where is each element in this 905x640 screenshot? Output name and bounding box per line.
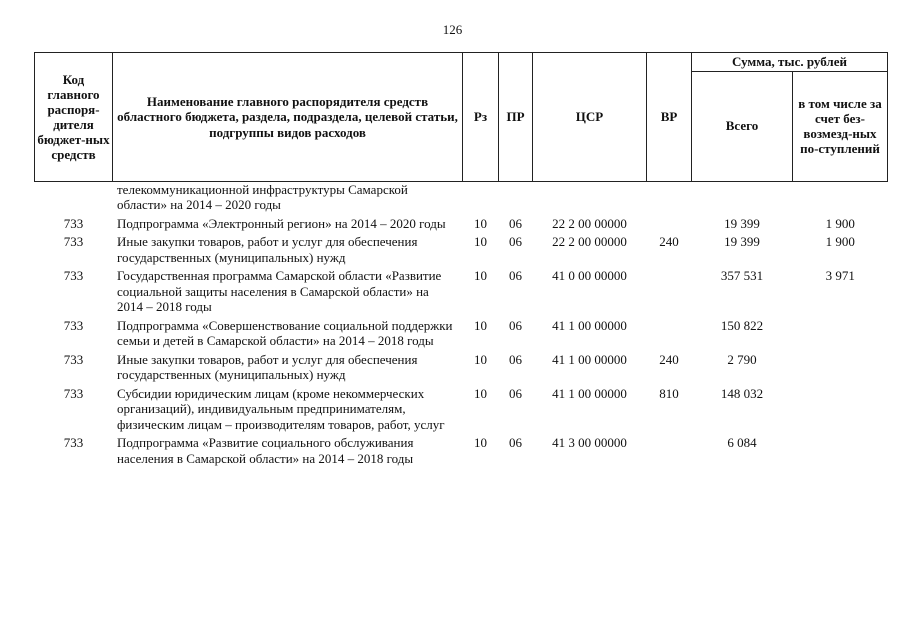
cell-code [35,181,113,213]
cell-code: 733 [63,234,84,249]
cell-vr: 240 [659,351,679,367]
header-rz: Рз [463,53,499,182]
cell-code: 733 [63,215,84,231]
header-sum: Сумма, тыс. рублей [692,53,888,72]
header-code: Код главного распоря-дителя бюджет-ных средств [35,53,113,182]
cell-vr [647,315,692,349]
cell-name-continuation: телекоммуникационной инфраструктуры Самарской области» на 2014 – 2020 годы [117,181,408,212]
cell-rz: 10 [474,215,487,231]
cell-csr: 41 3 00 00000 [552,435,627,450]
cell-pr: 06 [509,215,522,231]
cell-vr [647,265,692,315]
cell-total: 6 084 [727,435,757,450]
cell-gratis [793,432,888,466]
cell-csr: 41 1 00 00000 [552,317,627,333]
cell-csr: 41 0 00 00000 [552,268,627,283]
cell-total: 19 399 [724,234,760,249]
cell-gratis [793,315,888,349]
table-body [35,181,888,466]
cell-name: Государственная программа Самарской области «Развитие социальной защиты населения в Самарской области» на 2014 – 2018 годы [117,268,442,314]
cell-name: Подпрограмма «Развитие социального обслуживания населения в Самарской области» на 2014 – 2018 годы [117,435,414,466]
cell-gratis: 1 900 [825,234,855,249]
header-csr: ЦСР [533,53,647,182]
header-pr: ПР [499,53,533,182]
cell-pr: 06 [509,385,522,401]
cell-pr: 06 [509,317,522,333]
cell-name: Подпрограмма «Электронный регион» на 2014 – 2020 годы [117,215,446,231]
cell-name: Иные закупки товаров, работ и услуг для обеспечения государственных (муниципальных) нужд [117,234,418,265]
cell-gratis [793,349,888,383]
cell-name: Иные закупки товаров, работ и услуг для обеспечения государственных (муниципальных) нужд [117,351,418,382]
table-row-continuation [35,181,888,213]
cell-rz: 10 [474,268,487,283]
table-row [35,265,888,315]
cell-csr: 41 1 00 00000 [552,385,627,401]
table-row [35,432,888,466]
cell-total: 357 531 [720,268,764,283]
cell-total: 148 032 [720,385,764,401]
cell-rz: 10 [474,385,487,401]
cell-code: 733 [63,351,84,367]
table-header [35,53,888,182]
cell-total: 2 790 [727,351,757,367]
cell-name: Подпрограмма «Совершенствование социальной поддержки семьи и детей в Самарской области» на 2014 – 2018 годы [117,317,453,348]
cell-name: Субсидии юридическим лицам (кроме некоммерческих организаций), индивидуальным предпринимателям, физическим лицам – производителям товаров, работ, услуг [117,385,445,432]
table-row [35,315,888,349]
cell-pr: 06 [509,268,522,283]
cell-code: 733 [63,268,84,283]
cell-rz: 10 [474,351,487,367]
header-name: Наименование главного распорядителя средств областного бюджета, раздела, подраздела, целевой статьи, подгруппы видов расходов [113,53,463,182]
header-total: Всего [692,71,793,181]
table-row [35,349,888,383]
cell-vr: 810 [659,385,679,401]
cell-csr: 22 2 00 00000 [552,215,627,231]
cell-vr [647,432,692,466]
header-vr: ВР [647,53,692,182]
cell-vr: 240 [659,234,679,249]
cell-pr: 06 [509,234,522,249]
cell-gratis [793,383,888,433]
table-row [35,383,888,433]
cell-vr [647,213,692,232]
cell-gratis: 1 900 [825,215,855,231]
cell-csr: 22 2 00 00000 [552,234,627,249]
page-number: 126 [442,22,463,37]
cell-code: 733 [63,317,84,333]
table-row [35,213,888,232]
cell-rz: 10 [474,317,487,333]
cell-csr: 41 1 00 00000 [552,351,627,367]
cell-pr: 06 [509,435,522,450]
cell-total: 150 822 [720,317,764,333]
cell-pr: 06 [509,351,522,367]
cell-code: 733 [63,435,84,450]
cell-code: 733 [63,385,84,401]
budget-table [34,52,888,466]
header-gratis: в том числе за счет без-возмезд-ных по-ступлений [793,71,888,181]
cell-total: 19 399 [724,215,760,231]
cell-rz: 10 [474,435,487,450]
table-row [35,231,888,265]
cell-rz: 10 [474,234,487,249]
cell-gratis: 3 971 [825,268,855,283]
